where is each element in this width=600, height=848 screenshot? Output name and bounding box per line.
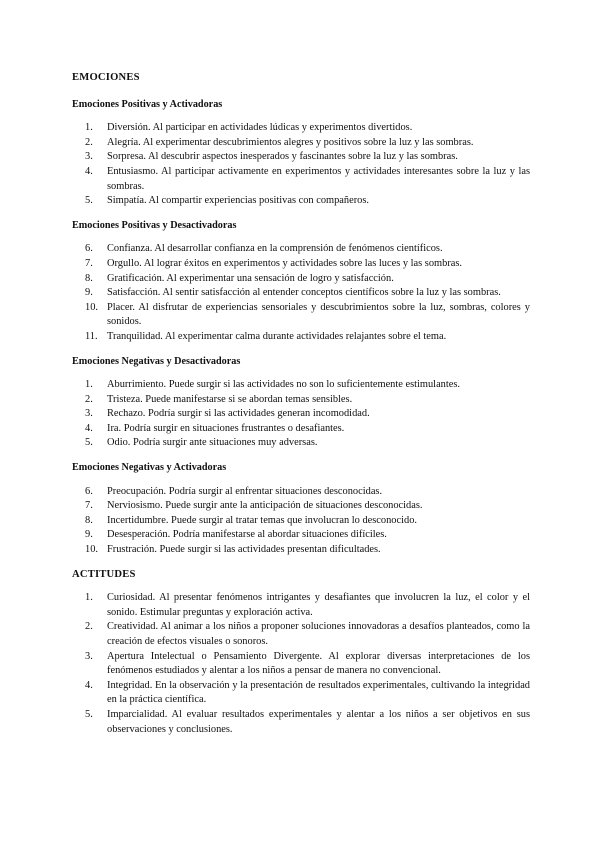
list-item xyxy=(72,242,530,257)
list-item xyxy=(72,543,530,558)
item-text: Entusiasmo. Al participar activamente en experimentos y actividades interesantes sobre la luz y las sombras. xyxy=(107,165,530,192)
list-item xyxy=(72,136,530,151)
list-item xyxy=(72,286,530,301)
item-text: Placer. Al disfrutar de experiencias sensoriales y descubrimientos sobre la luz, sombras, colores y sonidos. xyxy=(107,301,530,328)
list-item xyxy=(72,528,530,543)
item-text: Orgullo. Al lograr éxitos en experimentos y actividades sobre las luces y las sombras. xyxy=(107,257,463,269)
item-number: 7. xyxy=(85,257,93,269)
item-text: Diversión. Al participar en actividades lúdicas y experimentos divertidos. xyxy=(107,122,413,134)
item-number: 3. xyxy=(85,650,93,662)
list-item xyxy=(72,485,530,500)
item-number: 5. xyxy=(85,437,93,449)
item-text: Alegría. Al experimentar descubrimientos alegres y positivos sobre la luz y las sombras. xyxy=(107,136,474,148)
item-number: 3. xyxy=(85,408,93,420)
list-item xyxy=(72,121,530,136)
item-number: 7. xyxy=(85,500,93,512)
item-number: 1. xyxy=(85,592,93,604)
item-text: Integridad. En la observación y la presentación de resultados experimentales, cultivando la integridad en la práctica científica. xyxy=(107,679,530,706)
item-number: 8. xyxy=(85,272,93,284)
list-item xyxy=(72,378,530,393)
numbered-list xyxy=(72,121,530,209)
list-item xyxy=(72,393,530,408)
item-text: Aburrimiento. Puede surgir si las actividades no son lo suficientemente estimulantes. xyxy=(107,379,461,391)
item-text: Creatividad. Al animar a los niños a proponer soluciones innovadoras a desafíos planteados, como la creación de efectos visuales o sonoros. xyxy=(107,621,530,647)
item-number: 2. xyxy=(85,393,93,405)
item-text: Confianza. Al desarrollar confianza en la comprensión de fenómenos científicos. xyxy=(107,243,443,255)
item-text: Sorpresa. Al descubrir aspectos inesperados y fascinantes sobre la luz y las sombras. xyxy=(107,151,458,163)
item-number: 2. xyxy=(85,136,93,148)
numbered-list xyxy=(72,591,530,737)
item-text: Preocupación. Podría surgir al enfrentar situaciones desconocidas. xyxy=(107,485,383,497)
list-item xyxy=(72,422,530,437)
subsection-positivas-activadoras xyxy=(72,98,530,209)
list-item xyxy=(72,679,530,708)
item-number: 9. xyxy=(85,287,93,299)
list-item xyxy=(72,708,530,737)
item-text: Satisfacción. Al sentir satisfacción al entender conceptos científicos sobre la luz y las sombras. xyxy=(107,287,501,299)
list-item xyxy=(72,194,530,209)
item-text: Tristeza. Puede manifestarse si se abordan temas sensibles. xyxy=(107,393,353,405)
section-heading: ACTITUDES xyxy=(72,568,136,580)
item-text: Nerviosismo. Puede surgir ante la anticipación de situaciones desconocidas. xyxy=(107,500,423,512)
list-item xyxy=(72,514,530,529)
item-number: 5. xyxy=(85,708,93,720)
item-number: 6. xyxy=(85,485,93,497)
item-number: 4. xyxy=(85,165,93,177)
numbered-list xyxy=(72,242,530,344)
numbered-list xyxy=(72,485,530,558)
item-number: 1. xyxy=(85,122,93,134)
list-item xyxy=(72,407,530,422)
subsection-heading: Emociones Negativas y Activadoras xyxy=(72,462,227,474)
item-text: Tranquilidad. Al experimentar calma durante actividades relajantes sobre el tema. xyxy=(107,330,447,342)
item-number: 4. xyxy=(85,679,93,691)
list-item xyxy=(72,165,530,194)
item-number: 3. xyxy=(85,151,93,163)
subsection-heading: Emociones Negativas y Desactivadoras xyxy=(72,355,241,367)
list-item xyxy=(72,301,530,330)
item-number: 4. xyxy=(85,422,93,434)
item-text: Rechazo. Podría surgir si las actividades generan incomodidad. xyxy=(107,408,370,420)
item-text: Incertidumbre. Puede surgir al tratar temas que involucran lo desconocido. xyxy=(107,514,417,526)
item-number: 5. xyxy=(85,195,93,207)
list-item xyxy=(72,330,530,345)
list-item xyxy=(72,272,530,287)
item-number: 8. xyxy=(85,514,93,526)
list-item xyxy=(72,436,530,451)
section-heading: EMOCIONES xyxy=(72,72,140,83)
list-item xyxy=(72,591,530,620)
item-number: 1. xyxy=(85,379,93,391)
list-item xyxy=(72,257,530,272)
item-number: 11. xyxy=(85,330,98,342)
item-text: Curiosidad. Al presentar fenómenos intrigantes y desafiantes que involucren la luz, el color y el sonido. Estimular preguntas y exploración activa. xyxy=(107,592,530,618)
list-item xyxy=(72,620,530,649)
item-text: Imparcialidad. Al evaluar resultados experimentales y alentar a los niños a ser objetivos en sus observaciones y conclusiones. xyxy=(107,708,530,735)
numbered-list xyxy=(72,378,530,451)
section-actitudes xyxy=(72,568,530,738)
list-item xyxy=(72,650,530,679)
list-item xyxy=(72,499,530,514)
item-number: 2. xyxy=(85,621,93,633)
item-text: Desesperación. Podría manifestarse al abordar situaciones difíciles. xyxy=(107,529,387,541)
subsection-heading: Emociones Positivas y Activadoras xyxy=(72,98,223,110)
item-text: Gratificación. Al experimentar una sensación de logro y satisfacción. xyxy=(107,272,394,284)
item-number: 10. xyxy=(85,301,98,313)
item-text: Odio. Podría surgir ante situaciones muy adversas. xyxy=(107,437,318,449)
subsection-heading: Emociones Positivas y Desactivadoras xyxy=(72,219,237,231)
document-content xyxy=(72,71,530,737)
item-text: Simpatía. Al compartir experiencias positivas con compañeros. xyxy=(107,195,370,207)
list-item xyxy=(72,150,530,165)
subsection-positivas-desactivadoras xyxy=(72,219,530,345)
item-number: 6. xyxy=(85,243,93,255)
section-emociones xyxy=(72,71,530,558)
subsection-negativas-activadoras xyxy=(72,461,530,558)
item-text: Frustración. Puede surgir si las actividades presentan dificultades. xyxy=(107,544,381,556)
subsection-negativas-desactivadoras xyxy=(72,355,530,452)
item-number: 9. xyxy=(85,529,93,541)
item-number: 10. xyxy=(85,544,98,556)
item-text: Apertura Intelectual o Pensamiento Divergente. Al explorar diversas interpretaciones de los fenómenos estudiados y alentar a los niños a pensar de manera no convencional. xyxy=(107,650,530,677)
item-text: Ira. Podría surgir en situaciones frustrantes o desafiantes. xyxy=(107,422,345,434)
